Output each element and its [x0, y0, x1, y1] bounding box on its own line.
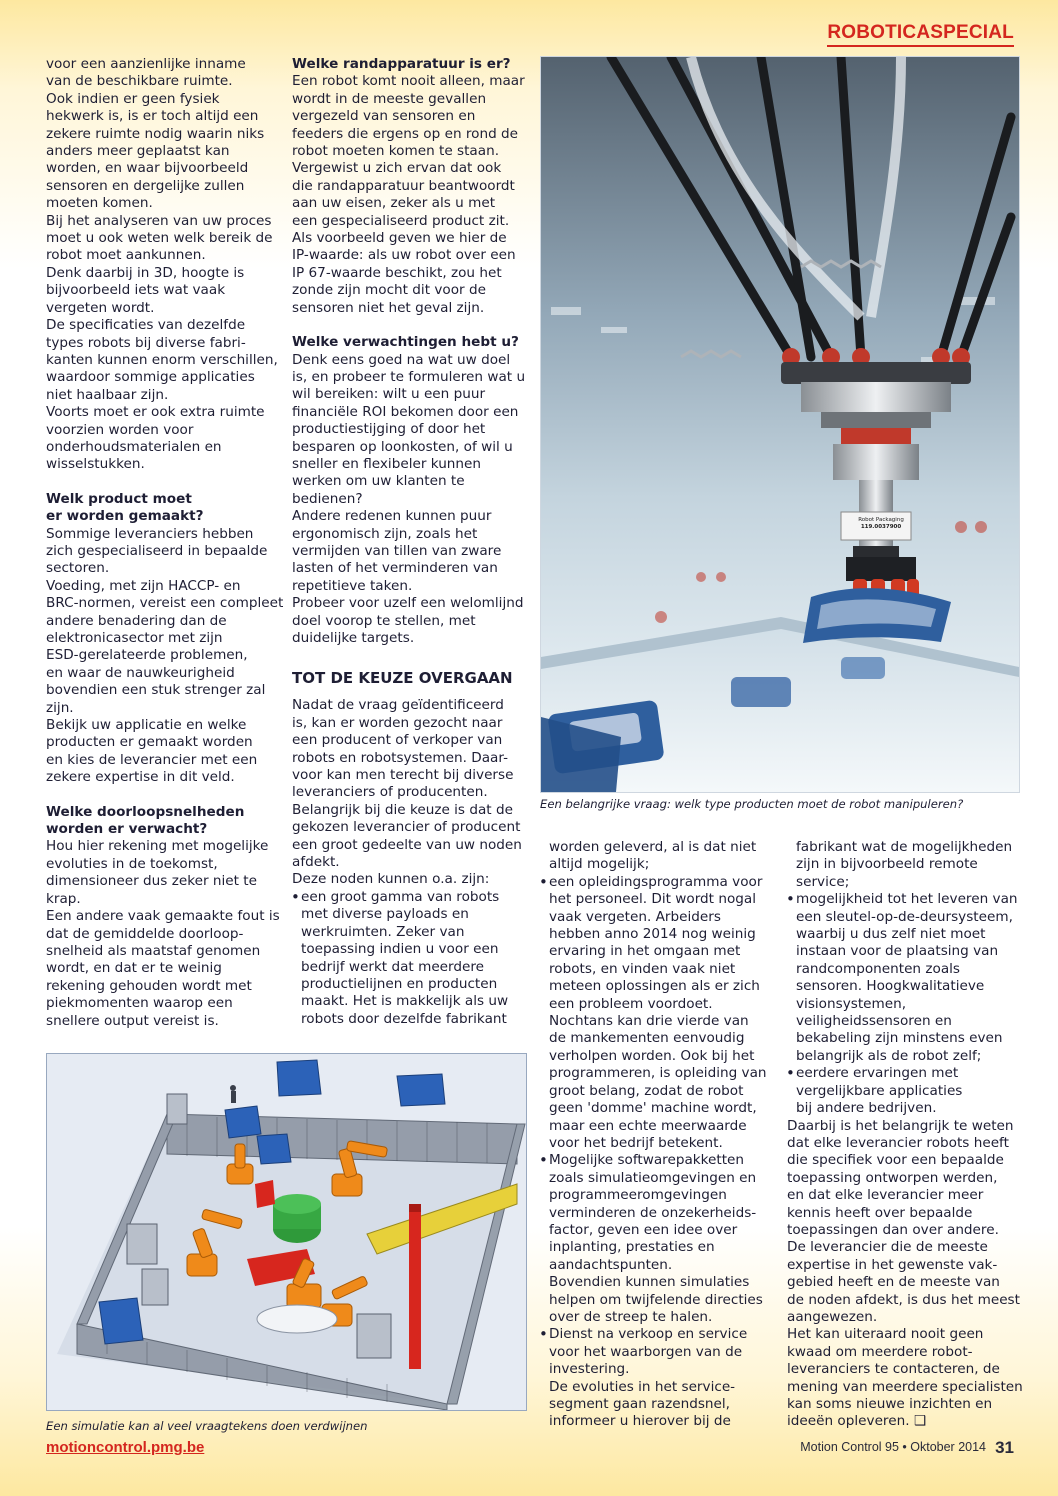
heading-product-line: er worden gemaakt?	[46, 508, 204, 525]
bullet-turnkey-line: waarbij u dus zelf niet moet	[796, 926, 986, 943]
col1-intro-line: types robots bij diverse fabri-	[46, 334, 246, 351]
col1-speed	[46, 838, 286, 1029]
bullet-turnkey-line: sensoren. Hoogkwalitatieve	[796, 978, 985, 995]
col4-closing	[787, 1117, 1023, 1431]
heading-expect: Welke verwachtingen hebt u?	[292, 334, 519, 351]
col2-choice-line: voor kan men terecht bij diverse	[292, 767, 514, 784]
col1-speed-line: Een andere vaak gemaakte fout is	[46, 908, 280, 925]
col1-product-line: en kies de leverancier met een	[46, 751, 258, 768]
col2-expect-line: financiële ROI bekomen door een	[292, 403, 519, 420]
col2-periph-line: vergezeld van sensoren en	[292, 108, 476, 125]
col2-choice-line: is, kan er worden gezocht naar	[292, 714, 503, 731]
col4-closing-line: leveranciers te contacteren, de	[787, 1361, 1000, 1378]
col3-continuation-line: altijd mogelijk;	[549, 856, 650, 873]
col1-intro-line: Denk daarbij in 3D, hoogte is	[46, 264, 245, 281]
col1-intro-line: kanten kunnen enorm verschillen,	[46, 351, 278, 368]
col1-speed-line: dat de gemiddelde doorloop-	[46, 925, 244, 942]
col2-choice-line: een groot gedeelte van uw noden	[292, 836, 522, 853]
col2-periph	[292, 73, 528, 317]
bullet-turnkey-line: een sleutel-op-de-deursysteem,	[796, 908, 1013, 925]
bullet-software	[540, 1152, 780, 1326]
bullet-service	[540, 1326, 780, 1430]
footer-url-link[interactable]: motioncontrol.pmg.be	[46, 1439, 205, 1456]
bullet-service-line: segment gaan razendsnel,	[549, 1396, 730, 1412]
col2-expect-line: sneller en flexibeler kunnen	[292, 455, 482, 472]
bullet-service-line: investering.	[549, 1361, 630, 1378]
column-1	[46, 56, 286, 1030]
bullet-training-line: een probleem voordoet.	[549, 995, 713, 1012]
column-4	[787, 839, 1023, 1431]
bullet-software-line: verminderen de onzekerheids-	[549, 1204, 757, 1221]
col1-product-line: zich gespecialiseerd in bepaalde	[46, 542, 268, 559]
col2-expect-line: lasten of het verminderen van	[292, 560, 498, 577]
col4-closing-line: die specifiek voor een bepaalde	[787, 1152, 1004, 1169]
bullet-training-line: de mankementen eenvoudig	[549, 1030, 745, 1047]
bullet-training-line: het personeel. Dit wordt nogal	[549, 891, 756, 908]
bullet-training-line: verholpen worden. Ook bij het	[549, 1047, 755, 1064]
bullet-software-line: • Mogelijke softwarepakketten	[549, 1152, 745, 1169]
col1-speed-line: dimensioneer dus zeker niet te	[46, 873, 257, 890]
col4-closing-line: ideeën opleveren. ❑	[787, 1413, 927, 1430]
col2-choice-line: Deze noden kunnen o.a. zijn:	[292, 871, 490, 888]
heading-choice: TOT DE KEUZE OVERGAAN	[292, 669, 513, 688]
col1-intro-line: Ook indien er geen fysiek	[46, 90, 220, 107]
bullet-robot-range-line: werkruimten. Zeker van	[301, 923, 465, 940]
col1-intro-line: bijvoorbeeld iets wat vaak	[46, 282, 226, 299]
col2-choice-line: een producent of verkoper van	[292, 732, 503, 749]
bullet-service-line: • Dienst na verkoop en service	[549, 1326, 748, 1343]
col2-periph-line: Vergewist u zich ervan dat ook	[292, 160, 502, 177]
col1-intro-line: niet haalbaar zijn.	[46, 386, 169, 403]
col2-expect-line: is, en probeer te formuleren wat u	[292, 368, 526, 385]
col2-choice-line: gekozen leverancier of producent	[292, 819, 521, 836]
bullet-turnkey-line: bekabeling zijn minstens even	[796, 1030, 1003, 1047]
heading-product-line: Welk product moet	[46, 490, 192, 507]
bullet-turnkey-line: veiligheidssensoren en	[796, 1013, 952, 1030]
col2-periph-line: zonde zijn mocht dit voor de	[292, 282, 486, 299]
col4-closing-line: toepassingen dan over andere.	[787, 1221, 999, 1238]
col2-periph-line: robot moeten komen te staan.	[292, 143, 500, 160]
col1-speed-line: Hou hier rekening met mogelijke	[46, 838, 269, 855]
col4-closing-line: gebied heeft en de meeste van	[787, 1274, 1000, 1291]
bullet-robot-range-line: productielijnen en producten	[301, 975, 498, 992]
col1-intro-line: hekwerk is, is er toch altijd een	[46, 108, 259, 125]
col1-product-line: Bekijk uw applicatie en welke	[46, 717, 247, 734]
col1-product-line: Sommige leveranciers hebben	[46, 525, 254, 542]
col2-periph-line: feeders die ergens op en rond de	[292, 125, 519, 142]
col1-intro-line: Voorts moet er ook extra ruimte	[46, 404, 265, 421]
col1-intro-line: moeten komen.	[46, 195, 153, 212]
col2-choice-line: leveranciers of producenten.	[292, 784, 488, 801]
col2-periph-line: IP 67-waarde beschikt, zou het	[292, 264, 502, 281]
col4-closing-line: en dat elke leverancier meer	[787, 1187, 984, 1204]
heading-product	[46, 491, 286, 526]
bullet-service-line: informeer u hierover bij de	[549, 1413, 731, 1430]
robot-cell-simulation	[46, 1053, 527, 1411]
col1-product-line: en waar de nauwkeurigheid	[46, 664, 235, 681]
col4-closing-line: kan soms nieuwe inzichten en	[787, 1396, 993, 1412]
col4-closing-line: aangewezen.	[787, 1308, 878, 1325]
col1-intro-line: onderhoudsmaterialen en	[46, 438, 222, 455]
col1-product-line: Voeding, met zijn HACCP- en	[46, 577, 241, 594]
bullet-experience	[787, 1065, 1017, 1117]
col4-continuation	[787, 839, 1017, 891]
heading-speed-line: worden er verwacht?	[46, 821, 208, 838]
col1-speed-line: piekmomenten waarop een	[46, 995, 233, 1012]
bullet-turnkey-line: visionsystemen,	[796, 995, 907, 1012]
bullet-software-line: inplanting, prestaties en	[549, 1239, 715, 1256]
col2-choice	[292, 697, 528, 888]
col1-intro-line: zekere ruimte nodig waarin niks	[46, 125, 265, 142]
bullet-robot-range-line: maakt. Het is makkelijk als uw	[301, 993, 509, 1010]
col1-intro-line: De specificaties van dezelfde	[46, 317, 246, 334]
col4-closing-line: mening van meerdere specialisten	[787, 1378, 1023, 1395]
col2-periph-line: die randapparatuur beantwoordt	[292, 177, 515, 194]
col4-closing-line: kwaad om meerdere robot-	[787, 1343, 973, 1360]
bullet-training-line: Nochtans kan drie vierde van	[549, 1013, 749, 1030]
col4-continuation-line: service;	[796, 873, 850, 890]
col1-intro-line: sensoren en dergelijke zullen	[46, 177, 245, 194]
col4-continuation-line: fabrikant wat de mogelijkheden	[796, 839, 1013, 855]
section-tag: ROBOTICASPECIAL	[827, 22, 1014, 47]
bullet-turnkey-line: instaan voor de plaatsing van	[796, 943, 999, 960]
gripper-label: Robot Packaging 119.0037900	[858, 517, 904, 530]
col1-product-line: andere benadering dan de	[46, 612, 227, 629]
col4-continuation-line: zijn in bijvoorbeeld remote	[796, 856, 978, 873]
bullet-software-line: Bovendien kunnen simulaties	[549, 1274, 750, 1291]
bullet-experience-line: vergelijkbare applicaties	[796, 1082, 963, 1099]
col3-continuation-line: worden geleverd, al is dat niet	[549, 839, 757, 855]
col2-bullets	[292, 889, 528, 1028]
col2-expect-line: duidelijke targets.	[292, 630, 415, 646]
photo-caption: Een belangrijke vraag: welk type producten moet de robot manipuleren?	[540, 797, 964, 811]
bullet-turnkey-line: belangrijk als de robot zelf;	[796, 1047, 982, 1064]
bullet-software-line: helpen om twijfelende directies	[549, 1291, 763, 1308]
col1-intro-line: moet u ook weten welk bereik de	[46, 230, 273, 247]
bullet-robot-range	[292, 889, 528, 1028]
col2-expect-line: wil bereiken: wilt u een puur	[292, 386, 486, 403]
col2-periph-line: wordt in de meeste gevallen	[292, 90, 487, 107]
bullet-service-line: voor het waarborgen van de	[549, 1343, 743, 1360]
bullet-training-line: programmeren, is opleiding van	[549, 1065, 767, 1082]
col2-choice-line: afdekt.	[292, 854, 340, 871]
col1-intro-line: voor een aanzienlijke inname	[46, 56, 246, 72]
col1-product-line: zekere expertise in dit veld.	[46, 769, 235, 786]
col2-expect-line: Andere redenen kunnen puur	[292, 508, 492, 525]
col2-expect-line: ergonomisch zijn, zoals het	[292, 525, 478, 542]
bullet-software-line: over de streep te halen.	[549, 1308, 713, 1325]
col1-intro-line: worden, en waar bijvoorbeeld	[46, 160, 249, 177]
delta-robot-photo	[540, 56, 1020, 793]
simulation-illustration	[47, 1054, 526, 1410]
bullet-robot-range-line: bedrijf werkt dat meerdere	[301, 958, 485, 975]
col4-bullets	[787, 891, 1017, 1117]
col1-intro-line: wisselstukken.	[46, 456, 145, 473]
col2-periph-line: een gespecialiseerd product zit.	[292, 212, 510, 229]
col4-closing-line: kennis heeft over bepaalde	[787, 1204, 973, 1221]
bullet-training-line: ervaring in het omgaan met	[549, 943, 741, 960]
col1-intro-line: van de beschikbare ruimte.	[46, 73, 233, 90]
col2-expect-line: Denk eens goed na wat uw doel	[292, 351, 511, 368]
col2-expect-line: bedienen?	[292, 490, 363, 507]
heading-speed-line: Welke doorloopsnelheden	[46, 803, 245, 820]
col4-closing-line: dat elke leverancier robots heeft	[787, 1134, 1009, 1151]
col4-closing-line: Daarbij is het belangrijk te weten	[787, 1117, 1014, 1134]
col1-product-line: BRC-normen, vereist een compleet	[46, 595, 284, 612]
bullet-training-line: vaak vergeten. Arbeiders	[549, 908, 721, 925]
col2-periph-line: aan uw eisen, zeker als u met	[292, 195, 496, 212]
col2-periph-line: sensoren niet het geval zijn.	[292, 299, 485, 316]
col1-intro-line: robot moet aankunnen.	[46, 247, 206, 264]
bullet-training-line: geen 'domme' machine wordt,	[549, 1100, 757, 1117]
bullet-software-line: aandachtspunten.	[549, 1256, 673, 1273]
col1-intro-line: Bij het analyseren van uw proces	[46, 212, 272, 229]
col1-product-line: elektronicasector met zijn	[46, 630, 223, 646]
col2-expect-line: vermijden van tillen van zware	[292, 542, 502, 559]
page-number: 31	[995, 1438, 1014, 1457]
col2-periph-line: IP-waarde: als uw robot over een	[292, 247, 516, 264]
col1-speed-line: evoluties in de toekomst,	[46, 855, 218, 872]
col2-expect-line: doel voorop te stellen, met	[292, 612, 476, 629]
footer-magazine: Motion Control 95 • Oktober 2014	[800, 1440, 986, 1454]
bullet-robot-range-line: met diverse payloads en	[301, 906, 469, 923]
col1-intro	[46, 56, 286, 474]
heading-speed	[46, 804, 286, 839]
col3-bullets	[540, 874, 780, 1431]
col2-expect-line: repetitieve taken.	[292, 577, 413, 594]
col1-product-line: bovendien een stuk strenger zal	[46, 682, 266, 699]
col1-product-line: producten er gemaakt worden	[46, 734, 253, 751]
column-2	[292, 56, 528, 1028]
bullet-training-line: voor het bedrijf betekent.	[549, 1134, 723, 1151]
col1-speed-line: snellere output vereist is.	[46, 1012, 219, 1029]
bullet-robot-range-line: robots door dezelfde fabrikant	[301, 1010, 507, 1027]
col2-expect-line: Probeer voor uzelf een welomlijnd	[292, 595, 524, 612]
bullet-experience-line: • eerdere ervaringen met	[796, 1065, 959, 1082]
col1-intro-line: vergeten wordt.	[46, 299, 155, 316]
bullet-robot-range-line: toepassing indien u voor een	[301, 941, 499, 958]
col1-intro-line: waardoor sommige applicaties	[46, 369, 255, 386]
col3-continuation	[540, 839, 780, 874]
col1-speed-line: snelheid als maatstaf genomen	[46, 942, 261, 959]
bullet-service-line: De evoluties in het service-	[549, 1378, 736, 1395]
bullet-turnkey-line: • mogelijkheid tot het leveren van	[796, 891, 1018, 908]
col1-product-line: ESD-gerelateerde problemen,	[46, 647, 248, 664]
col1-product-line: zijn.	[46, 699, 74, 716]
col2-periph-line: Als voorbeeld geven we hier de	[292, 230, 507, 247]
col1-speed-line: krap.	[46, 890, 81, 907]
bullet-robot-range-line: • een groot gamma van robots	[301, 888, 500, 905]
bullet-training-line: meteen oplossingen als er zich	[549, 978, 760, 995]
bullet-training-line: groot belang, zodat de robot	[549, 1082, 744, 1099]
col4-closing-line: expertise in het gewenste vak-	[787, 1256, 998, 1273]
col1-speed-line: rekening gehouden wordt met	[46, 977, 252, 994]
col2-expect-line: werken om uw klanten te	[292, 473, 465, 490]
column-3	[540, 839, 780, 1431]
delta-robot-illustration	[541, 57, 1019, 792]
col1-intro-line: anders meer geplaatst kan	[46, 143, 230, 160]
col4-closing-line: de noden afdekt, is dus het meest	[787, 1291, 1020, 1308]
col4-closing-line: toepassing ontworpen werden,	[787, 1169, 998, 1186]
col2-choice-line: Belangrijk bij die keuze is dat de	[292, 801, 513, 818]
bullet-software-line: programmeeromgevingen	[549, 1187, 727, 1204]
bullet-experience-line: bij andere bedrijven.	[796, 1100, 937, 1117]
bullet-training	[540, 874, 780, 1153]
simulation-caption: Een simulatie kan al veel vraagtekens doen verdwijnen	[46, 1419, 368, 1433]
col2-periph-line: Een robot komt nooit alleen, maar	[292, 73, 525, 90]
bullet-turnkey	[787, 891, 1017, 1065]
col1-speed-line: wordt, en dat er te weinig	[46, 960, 222, 977]
col2-expect-line: besparen op loonkosten, of wil u	[292, 438, 513, 455]
bullet-training-line: • een opleidingsprogramma voor	[549, 873, 763, 890]
col1-product	[46, 526, 286, 787]
col2-choice-line: Nadat de vraag geïdentificeerd	[292, 697, 504, 714]
bullet-software-line: zoals simulatieomgevingen en	[549, 1169, 757, 1186]
col1-product-line: sectoren.	[46, 560, 110, 577]
heading-periph: Welke randapparatuur is er?	[292, 56, 511, 72]
col2-choice-line: robots en robotsystemen. Daar-	[292, 749, 508, 766]
col2-expect	[292, 352, 528, 648]
col4-closing-line: Het kan uiteraard nooit geen	[787, 1326, 984, 1343]
bullet-turnkey-line: randcomponenten zoals	[796, 960, 961, 977]
col2-expect-line: productiestijging of door het	[292, 421, 486, 438]
bullet-software-line: factor, geven een idee over	[549, 1221, 738, 1238]
bullet-training-line: maar een echte meerwaarde	[549, 1117, 747, 1134]
col4-closing-line: De leverancier die de meeste	[787, 1239, 988, 1256]
bullet-training-line: robots, en vinden vaak niet	[549, 960, 736, 977]
bullet-training-line: hebben anno 2014 nog weinig	[549, 926, 756, 943]
col1-intro-line: voorzien worden voor	[46, 421, 194, 438]
